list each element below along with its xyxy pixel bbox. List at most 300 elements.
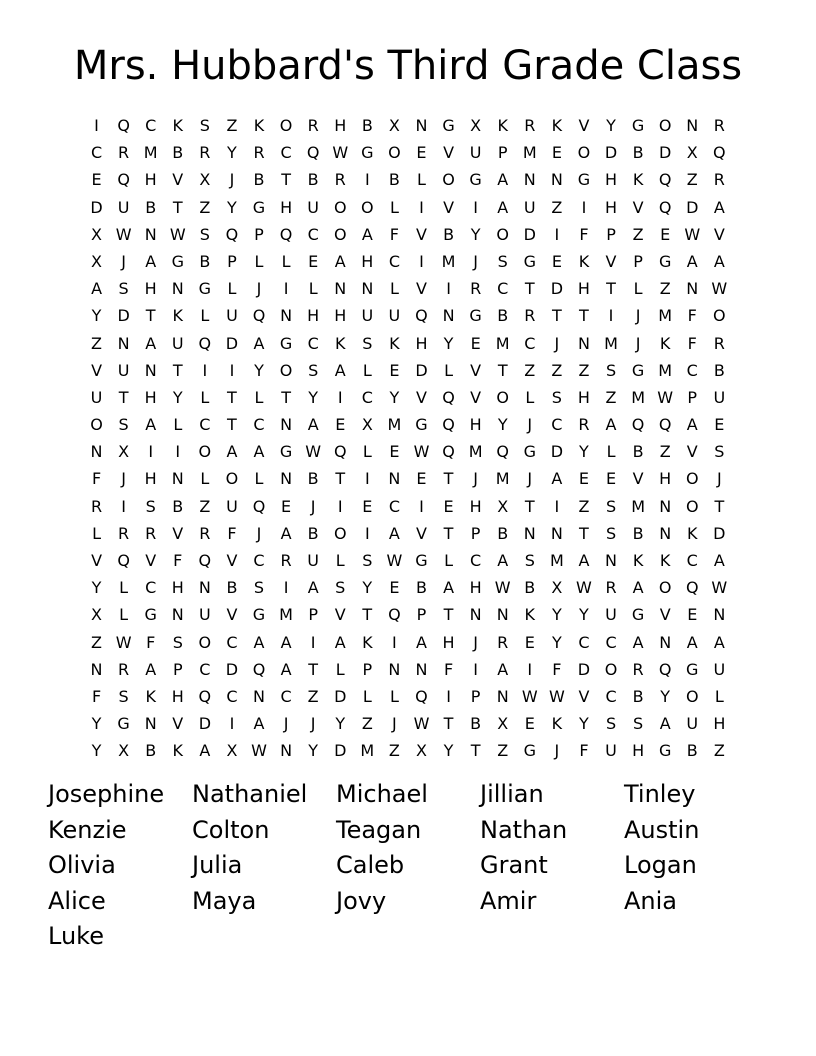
grid-letter: N bbox=[713, 605, 726, 625]
grid-letter: Q bbox=[415, 306, 428, 326]
grid-letter: Y bbox=[579, 442, 589, 462]
grid-letter: B bbox=[524, 578, 536, 598]
grid-letter: P bbox=[416, 605, 427, 625]
grid-letter: Y bbox=[227, 197, 237, 217]
grid-letter: Q bbox=[252, 496, 266, 516]
grid-letter: K bbox=[362, 632, 373, 652]
grid-letter: P bbox=[633, 251, 643, 271]
word-list-item: Maya bbox=[192, 886, 257, 915]
grid-letter: A bbox=[578, 551, 590, 570]
grid-letter: K bbox=[389, 333, 400, 353]
word-list-item: Austin bbox=[624, 815, 700, 844]
grid-letter: E bbox=[687, 605, 698, 625]
grid-letter: G bbox=[631, 116, 645, 135]
letter-grid bbox=[83, 112, 733, 765]
grid-letter: L bbox=[92, 523, 101, 543]
grid-letter: J bbox=[392, 714, 397, 734]
grid-letter: E bbox=[335, 415, 346, 435]
grid-letter: Y bbox=[551, 605, 562, 625]
grid-letter: V bbox=[416, 224, 427, 244]
grid-letter: E bbox=[416, 143, 427, 163]
grid-letter: K bbox=[145, 686, 156, 706]
grid-letter: O bbox=[333, 224, 347, 244]
grid-letter: Y bbox=[443, 741, 454, 761]
grid-letter: O bbox=[279, 360, 293, 380]
grid-letter: P bbox=[606, 224, 616, 244]
grid-letter: S bbox=[172, 632, 183, 652]
grid-letter: N bbox=[686, 116, 699, 135]
grid-letter: O bbox=[713, 306, 726, 326]
grid-letter: E bbox=[389, 442, 400, 462]
grid-letter: I bbox=[473, 659, 478, 679]
grid-letter: Q bbox=[225, 224, 239, 244]
grid-letter: W bbox=[684, 224, 701, 244]
grid-row bbox=[83, 493, 733, 520]
grid-letter: K bbox=[659, 551, 671, 570]
grid-letter: Z bbox=[388, 741, 400, 761]
grid-letter: Z bbox=[686, 170, 698, 190]
puzzle-title: Mrs. Hubbard's Third Grade Class bbox=[73, 43, 743, 89]
grid-row bbox=[83, 547, 733, 574]
grid-letter: O bbox=[279, 116, 293, 135]
grid-letter: I bbox=[364, 170, 370, 190]
grid-letter: H bbox=[469, 578, 482, 598]
grid-letter: A bbox=[551, 469, 563, 489]
grid-letter: M bbox=[468, 442, 483, 462]
grid-letter: A bbox=[497, 659, 509, 679]
grid-letter: N bbox=[469, 605, 482, 625]
grid-letter: X bbox=[361, 415, 373, 435]
grid-letter: K bbox=[632, 170, 644, 190]
grid-letter: G bbox=[577, 170, 591, 190]
grid-letter: O bbox=[442, 170, 455, 190]
grid-letter: I bbox=[175, 442, 181, 462]
grid-letter: Z bbox=[199, 496, 211, 516]
grid-letter: V bbox=[334, 605, 346, 625]
grid-letter: X bbox=[551, 578, 563, 598]
grid-letter: H bbox=[605, 170, 618, 190]
grid-letter: C bbox=[90, 143, 103, 163]
grid-letter: A bbox=[686, 632, 698, 652]
grid-letter: G bbox=[198, 279, 212, 299]
grid-letter: B bbox=[443, 224, 455, 244]
grid-letter: E bbox=[524, 632, 535, 652]
grid-letter: U bbox=[307, 551, 320, 570]
grid-letter: G bbox=[279, 333, 293, 353]
grid-letter: E bbox=[470, 333, 481, 353]
grid-letter: M bbox=[631, 387, 645, 407]
grid-letter: J bbox=[635, 333, 641, 353]
grid-letter: Q bbox=[658, 415, 672, 435]
grid-letter: H bbox=[442, 632, 455, 652]
grid-letter: L bbox=[254, 251, 264, 271]
grid-letter: Q bbox=[415, 686, 428, 706]
grid-letter: T bbox=[172, 360, 183, 380]
grid-letter: C bbox=[470, 551, 482, 570]
grid-letter: H bbox=[713, 714, 726, 734]
grid-letter: H bbox=[280, 197, 293, 217]
grid-letter: Z bbox=[551, 360, 563, 380]
grid-letter: B bbox=[388, 170, 400, 190]
grid-letter: I bbox=[419, 496, 424, 516]
grid-letter: H bbox=[144, 387, 157, 407]
grid-letter: B bbox=[145, 197, 157, 217]
grid-letter: A bbox=[253, 333, 265, 353]
grid-row bbox=[83, 194, 733, 221]
grid-letter: R bbox=[307, 116, 319, 135]
grid-letter: I bbox=[337, 387, 343, 407]
grid-letter: O bbox=[685, 686, 699, 706]
grid-letter: F bbox=[389, 224, 399, 244]
grid-letter: R bbox=[524, 116, 536, 135]
grid-letter: U bbox=[226, 306, 238, 326]
grid-letter: F bbox=[443, 659, 454, 679]
grid-letter: I bbox=[581, 197, 587, 217]
word-list-item: Tinley bbox=[624, 780, 696, 808]
grid-letter: A bbox=[632, 632, 644, 652]
grid-letter: T bbox=[443, 469, 454, 489]
grid-letter: K bbox=[551, 116, 563, 135]
grid-letter: L bbox=[389, 686, 399, 706]
grid-letter: Y bbox=[91, 578, 102, 598]
grid-letter: V bbox=[226, 551, 238, 570]
grid-letter: B bbox=[172, 496, 184, 516]
grid-letter: W bbox=[386, 551, 403, 570]
grid-letter: A bbox=[713, 551, 725, 570]
grid-letter: V bbox=[172, 170, 184, 190]
grid-letter: L bbox=[119, 605, 129, 625]
grid-letter: Z bbox=[632, 224, 644, 244]
grid-letter: R bbox=[497, 632, 509, 652]
grid-letter: S bbox=[335, 578, 346, 598]
grid-letter: D bbox=[686, 197, 699, 217]
grid-letter: J bbox=[310, 496, 316, 516]
grid-letter: H bbox=[307, 306, 320, 326]
grid-letter: M bbox=[658, 306, 673, 326]
grid-letter: L bbox=[200, 387, 210, 407]
grid-letter: V bbox=[416, 279, 427, 299]
grid-letter: Z bbox=[551, 197, 563, 217]
grid-letter: M bbox=[495, 333, 510, 353]
word-list-item: Teagan bbox=[336, 815, 422, 844]
grid-row bbox=[83, 166, 733, 193]
grid-letter: N bbox=[550, 523, 563, 543]
grid-letter: C bbox=[388, 496, 400, 516]
grid-letter: K bbox=[253, 116, 265, 135]
grid-letter: D bbox=[577, 659, 591, 679]
grid-letter: C bbox=[497, 279, 509, 299]
grid-letter: W bbox=[657, 387, 674, 407]
grid-row bbox=[83, 357, 733, 384]
grid-letter: H bbox=[361, 251, 374, 271]
grid-letter: A bbox=[253, 442, 265, 462]
grid-letter: Q bbox=[198, 686, 212, 706]
grid-letter: A bbox=[307, 415, 319, 435]
grid-letter: R bbox=[280, 551, 292, 570]
grid-letter: V bbox=[659, 605, 671, 625]
grid-letter: M bbox=[360, 741, 375, 761]
grid-letter: A bbox=[145, 415, 157, 435]
grid-letter: H bbox=[577, 279, 590, 299]
grid-letter: L bbox=[227, 279, 237, 299]
grid-letter: W bbox=[332, 143, 349, 163]
grid-letter: E bbox=[524, 714, 535, 734]
grid-letter: F bbox=[91, 469, 102, 489]
grid-letter: H bbox=[171, 578, 184, 598]
grid-letter: I bbox=[337, 496, 343, 516]
grid-letter: H bbox=[144, 279, 157, 299]
grid-letter: J bbox=[256, 523, 262, 543]
grid-letter: O bbox=[333, 523, 347, 543]
grid-row bbox=[83, 411, 733, 438]
grid-letter: L bbox=[525, 387, 535, 407]
grid-letter: Z bbox=[578, 360, 590, 380]
grid-letter: X bbox=[199, 170, 211, 190]
grid-row bbox=[83, 438, 733, 465]
grid-letter: B bbox=[632, 523, 644, 543]
grid-row bbox=[83, 683, 733, 710]
grid-letter: E bbox=[551, 251, 562, 271]
grid-letter: E bbox=[362, 496, 373, 516]
grid-letter: I bbox=[419, 197, 424, 217]
grid-letter: N bbox=[388, 469, 401, 489]
grid-letter: C bbox=[253, 415, 265, 435]
grid-letter: A bbox=[713, 197, 725, 217]
grid-letter: T bbox=[227, 387, 237, 407]
grid-letter: R bbox=[470, 279, 482, 299]
grid-letter: H bbox=[144, 170, 157, 190]
grid-letter: A bbox=[497, 170, 509, 190]
grid-letter: N bbox=[388, 659, 401, 679]
grid-letter: W bbox=[115, 632, 132, 652]
grid-letter: N bbox=[361, 279, 374, 299]
grid-letter: R bbox=[524, 306, 536, 326]
grid-letter: L bbox=[335, 659, 345, 679]
grid-letter: T bbox=[524, 279, 535, 299]
grid-letter: S bbox=[605, 360, 617, 380]
grid-letter: N bbox=[90, 659, 103, 679]
grid-letter: A bbox=[145, 251, 157, 271]
grid-letter: K bbox=[172, 306, 184, 326]
grid-letter: G bbox=[631, 605, 645, 625]
grid-letter: S bbox=[199, 224, 210, 244]
grid-letter: Z bbox=[497, 741, 509, 761]
grid-letter: E bbox=[551, 143, 562, 163]
grid-letter: Z bbox=[659, 279, 671, 299]
word-list-item: Nathan bbox=[480, 815, 568, 844]
grid-row bbox=[83, 221, 733, 248]
grid-letter: B bbox=[497, 523, 509, 543]
grid-letter: U bbox=[90, 387, 103, 407]
grid-letter: D bbox=[117, 306, 130, 326]
grid-letter: W bbox=[494, 578, 511, 598]
grid-letter: P bbox=[362, 659, 373, 679]
grid-letter: X bbox=[497, 714, 509, 734]
grid-letter: G bbox=[171, 251, 184, 271]
word-list-item: Colton bbox=[192, 815, 270, 844]
grid-letter: T bbox=[714, 496, 725, 516]
grid-letter: M bbox=[279, 605, 293, 625]
word-list-item: Ania bbox=[624, 886, 678, 915]
grid-letter: P bbox=[497, 143, 508, 163]
grid-letter: C bbox=[605, 686, 617, 706]
grid-letter: Q bbox=[685, 578, 699, 598]
grid-letter: L bbox=[200, 469, 210, 489]
grid-letter: F bbox=[687, 306, 697, 326]
grid-letter: M bbox=[495, 469, 510, 489]
grid-letter: D bbox=[334, 741, 347, 761]
grid-letter: V bbox=[632, 469, 644, 489]
grid-letter: C bbox=[551, 415, 563, 435]
grid-letter: G bbox=[658, 251, 672, 271]
grid-letter: G bbox=[279, 442, 293, 462]
grid-letter: H bbox=[577, 387, 590, 407]
grid-letter: V bbox=[416, 387, 427, 407]
grid-letter: H bbox=[171, 686, 184, 706]
word-list-item: Luke bbox=[48, 922, 104, 951]
grid-letter: W bbox=[305, 442, 322, 462]
grid-letter: R bbox=[145, 523, 157, 543]
grid-letter: G bbox=[523, 442, 536, 462]
grid-letter: C bbox=[280, 143, 292, 163]
grid-letter: D bbox=[550, 442, 564, 462]
grid-letter: J bbox=[473, 632, 478, 652]
grid-letter: Q bbox=[713, 143, 726, 163]
grid-letter: W bbox=[711, 279, 728, 299]
grid-letter: R bbox=[118, 659, 130, 679]
grid-letter: T bbox=[118, 387, 129, 407]
grid-letter: E bbox=[416, 469, 427, 489]
grid-letter: N bbox=[280, 741, 293, 761]
grid-letter: Q bbox=[442, 415, 455, 435]
grid-letter: S bbox=[524, 551, 535, 570]
grid-letter: D bbox=[198, 714, 212, 734]
grid-letter: D bbox=[523, 224, 536, 244]
grid-letter: J bbox=[283, 714, 289, 734]
grid-letter: N bbox=[144, 360, 157, 380]
grid-letter: O bbox=[685, 469, 699, 489]
grid-letter: H bbox=[605, 197, 618, 217]
grid-letter: T bbox=[145, 306, 156, 326]
grid-letter: K bbox=[334, 333, 346, 353]
grid-letter: F bbox=[552, 659, 562, 679]
grid-letter: G bbox=[658, 741, 672, 761]
word-list-item: Kenzie bbox=[48, 815, 127, 844]
grid-letter: S bbox=[118, 279, 129, 299]
grid-letter: Y bbox=[579, 605, 589, 625]
grid-letter: U bbox=[117, 360, 130, 380]
grid-letter: I bbox=[554, 496, 560, 516]
grid-row bbox=[83, 302, 733, 329]
grid-letter: N bbox=[686, 279, 699, 299]
grid-letter: G bbox=[252, 605, 266, 625]
word-list-item: Amir bbox=[480, 886, 537, 915]
grid-letter: Z bbox=[524, 360, 536, 380]
grid-letter: N bbox=[496, 605, 509, 625]
grid-letter: Q bbox=[117, 170, 130, 190]
grid-letter: T bbox=[606, 279, 616, 299]
grid-letter: I bbox=[94, 116, 99, 135]
grid-letter: O bbox=[388, 143, 401, 163]
grid-letter: L bbox=[200, 306, 210, 326]
grid-letter: V bbox=[605, 251, 617, 271]
grid-letter: L bbox=[714, 686, 724, 706]
grid-letter: I bbox=[527, 659, 533, 679]
grid-letter: Q bbox=[198, 333, 212, 353]
grid-letter: Z bbox=[578, 496, 590, 516]
grid-letter: N bbox=[415, 116, 428, 135]
word-list-item: Caleb bbox=[336, 851, 405, 880]
grid-letter: V bbox=[578, 116, 590, 135]
grid-letter: P bbox=[470, 686, 481, 706]
grid-letter: I bbox=[283, 578, 289, 598]
grid-letter: S bbox=[199, 116, 210, 135]
grid-letter: D bbox=[415, 360, 428, 380]
grid-letter: F bbox=[579, 224, 589, 244]
grid-letter: A bbox=[713, 251, 725, 271]
grid-letter: H bbox=[659, 469, 672, 489]
grid-letter: B bbox=[686, 741, 698, 761]
grid-letter: J bbox=[473, 469, 478, 489]
grid-letter: R bbox=[632, 659, 644, 679]
grid-letter: R bbox=[253, 143, 265, 163]
grid-letter: T bbox=[579, 523, 589, 543]
grid-letter: C bbox=[280, 686, 292, 706]
grid-letter: S bbox=[551, 387, 562, 407]
grid-letter: I bbox=[446, 279, 451, 299]
grid-letter: U bbox=[686, 714, 699, 734]
grid-letter: I bbox=[364, 523, 370, 543]
grid-letter: N bbox=[144, 224, 157, 244]
grid-letter: B bbox=[199, 251, 211, 271]
grid-letter: V bbox=[172, 523, 184, 543]
grid-letter: T bbox=[443, 605, 454, 625]
grid-letter: U bbox=[117, 197, 130, 217]
grid-letter: N bbox=[605, 551, 617, 570]
grid-letter: N bbox=[577, 333, 590, 353]
grid-letter: B bbox=[497, 306, 509, 326]
grid-letter: G bbox=[469, 170, 482, 190]
grid-letter: D bbox=[659, 143, 672, 163]
grid-letter: A bbox=[253, 714, 265, 734]
grid-letter: A bbox=[307, 578, 319, 598]
grid-letter: W bbox=[413, 442, 430, 462]
grid-letter: R bbox=[118, 523, 130, 543]
grid-letter: C bbox=[226, 686, 238, 706]
grid-letter: M bbox=[441, 251, 456, 271]
grid-letter: H bbox=[415, 333, 428, 353]
grid-letter: Y bbox=[606, 116, 616, 135]
grid-letter: X bbox=[497, 496, 509, 516]
grid-letter: C bbox=[578, 632, 590, 652]
grid-row bbox=[83, 112, 733, 139]
grid-letter: Q bbox=[388, 605, 401, 625]
grid-letter: H bbox=[334, 306, 347, 326]
grid-letter: J bbox=[256, 279, 262, 299]
grid-letter: X bbox=[388, 116, 400, 135]
grid-letter: H bbox=[144, 469, 157, 489]
grid-letter: S bbox=[605, 714, 617, 734]
grid-letter: S bbox=[118, 415, 129, 435]
grid-letter: Q bbox=[658, 659, 672, 679]
grid-letter: E bbox=[714, 415, 725, 435]
grid-letter: I bbox=[446, 686, 451, 706]
grid-letter: H bbox=[469, 415, 482, 435]
grid-letter: T bbox=[443, 523, 454, 543]
grid-letter: J bbox=[554, 741, 560, 761]
grid-letter: A bbox=[145, 659, 157, 679]
grid-letter: O bbox=[658, 116, 672, 135]
